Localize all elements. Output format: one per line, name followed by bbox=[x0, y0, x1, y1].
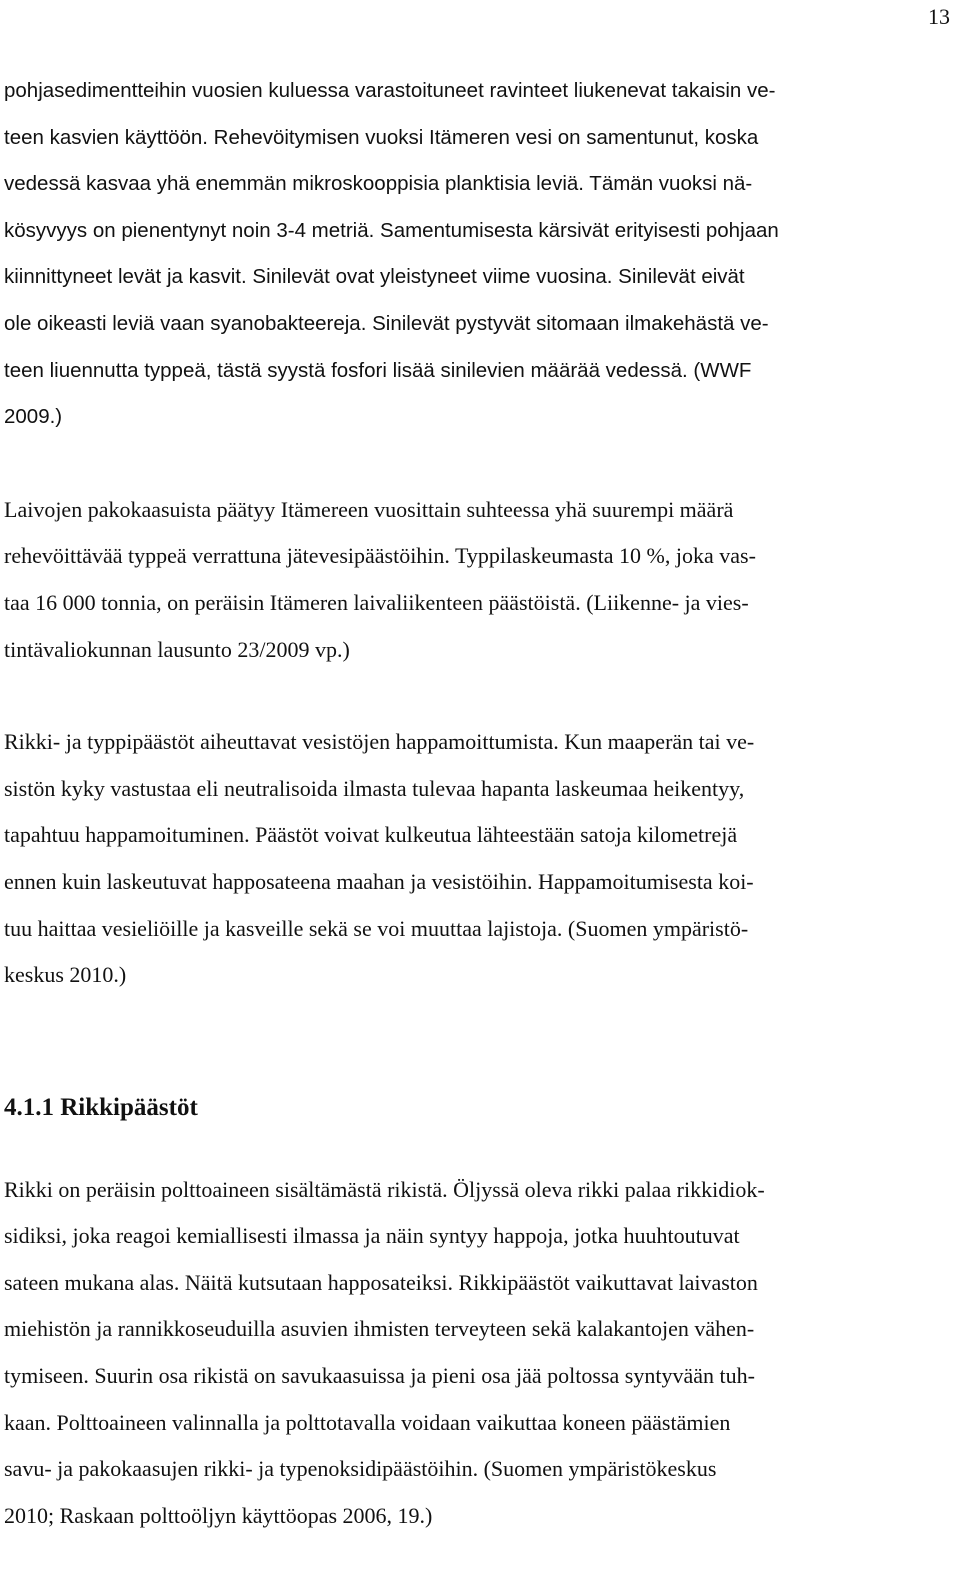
text-line: ennen kuin laskeutuvat happosateena maahan ja vesistöihin. Happamoitumisesta koi- bbox=[4, 868, 754, 894]
paragraph-pakokaasut bbox=[4, 487, 944, 673]
text-line: keskus 2010.) bbox=[4, 962, 127, 988]
text-line: vedessä kasvaa yhä enemmän mikroskooppisia planktisia leviä. Tämän vuoksi nä- bbox=[4, 172, 753, 196]
section-heading: 4.1.1 Rikkipäästöt bbox=[4, 1093, 198, 1121]
text-line: kiinnittyneet levät ja kasvit. Sinilevät ovat yleistyneet viime vuosina. Sinilevät eivät bbox=[4, 265, 745, 289]
text-line: 2009.) bbox=[4, 405, 63, 429]
document-body bbox=[4, 68, 944, 1539]
text-line: savu- ja pakokaasujen rikki- ja typenoksidipäästöihin. (Suomen ympäristökeskus bbox=[4, 1456, 717, 1482]
text-line: teen kasvien käyttöön. Rehevöitymisen vuoksi Itämeren vesi on samentunut, koska bbox=[4, 125, 759, 149]
page-number: 13 bbox=[928, 4, 950, 29]
text-line: tuu haittaa vesieliöille ja kasveille sekä se voi muuttaa lajistoja. (Suomen ympäristö- bbox=[4, 915, 749, 941]
text-line: teen liuennutta typpeä, tästä syystä fosfori lisää sinilevien määrää vedessä. (WWF bbox=[4, 358, 752, 382]
text-line: miehistön ja rannikkoseuduilla asuvien ihmisten terveyteen sekä kalakantojen vähen- bbox=[4, 1316, 755, 1342]
paragraph-rehevoityminen bbox=[4, 68, 944, 441]
text-line: 2010; Raskaan polttoöljyn käyttöopas 2006, 19.) bbox=[4, 1502, 433, 1528]
text-line: sateen mukana alas. Näitä kutsutaan happosateiksi. Rikkipäästöt vaikuttavat laivaston bbox=[4, 1269, 758, 1295]
paragraph-happamoituminen bbox=[4, 719, 944, 999]
heading-spacer bbox=[4, 1131, 944, 1167]
text-line: sistön kyky vastustaa eli neutralisoida ilmasta tulevaa hapanta laskeumaa heikentyy, bbox=[4, 775, 745, 801]
paragraph-spacer bbox=[4, 441, 944, 487]
text-line: Laivojen pakokaasuista päätyy Itämereen vuosittain suhteessa yhä suurempi määrä bbox=[4, 496, 734, 522]
text-line: Rikki on peräisin polttoaineen sisältämästä rikistä. Öljyssä oleva rikki palaa rikkidiok- bbox=[4, 1176, 765, 1202]
text-line: pohjasedimentteihin vuosien kuluessa varastoituneet ravinteet liukenevat takaisin ve- bbox=[4, 79, 776, 102]
text-line: sidiksi, joka reagoi kemiallisesti ilmassa ja näin syntyy happoja, jotka huuhtoutuvat bbox=[4, 1223, 740, 1249]
text-line: tymiseen. Suurin osa rikistä on savukaasuissa ja pieni osa jää poltossa syntyvään tuh- bbox=[4, 1363, 755, 1389]
text-line: kaan. Polttoaineen valinnalla ja polttotavalla voidaan vaikuttaa koneen päästämien bbox=[4, 1409, 731, 1435]
text-line: tintävaliokunnan lausunto 23/2009 vp.) bbox=[4, 636, 350, 662]
paragraph-rikkipaastot bbox=[4, 1167, 944, 1540]
text-line: taa 16 000 tonnia, on peräisin Itämeren laivaliikenteen päästöistä. (Liikenne- ja vies- bbox=[4, 589, 749, 615]
text-line: tapahtuu happamoituminen. Päästöt voivat kulkeutua lähteestään satoja kilometrejä bbox=[4, 822, 738, 848]
text-line: kösyvyys on pienentynyt noin 3-4 metriä. Samentumisesta kärsivät erityisesti pohjaan bbox=[4, 218, 779, 242]
text-line: Rikki- ja typpipäästöt aiheuttavat vesistöjen happamoittumista. Kun maaperän tai ve- bbox=[4, 729, 755, 755]
text-line: rehevöittävää typpeä verrattuna jätevesipäästöihin. Typpilaskeumasta 10 %, joka vas- bbox=[4, 543, 756, 569]
text-line: ole oikeasti leviä vaan syanobakteereja. Sinilevät pystyvät sitomaan ilmakehästä ve- bbox=[4, 311, 769, 335]
section-spacer bbox=[4, 999, 944, 1085]
paragraph-spacer bbox=[4, 673, 944, 719]
